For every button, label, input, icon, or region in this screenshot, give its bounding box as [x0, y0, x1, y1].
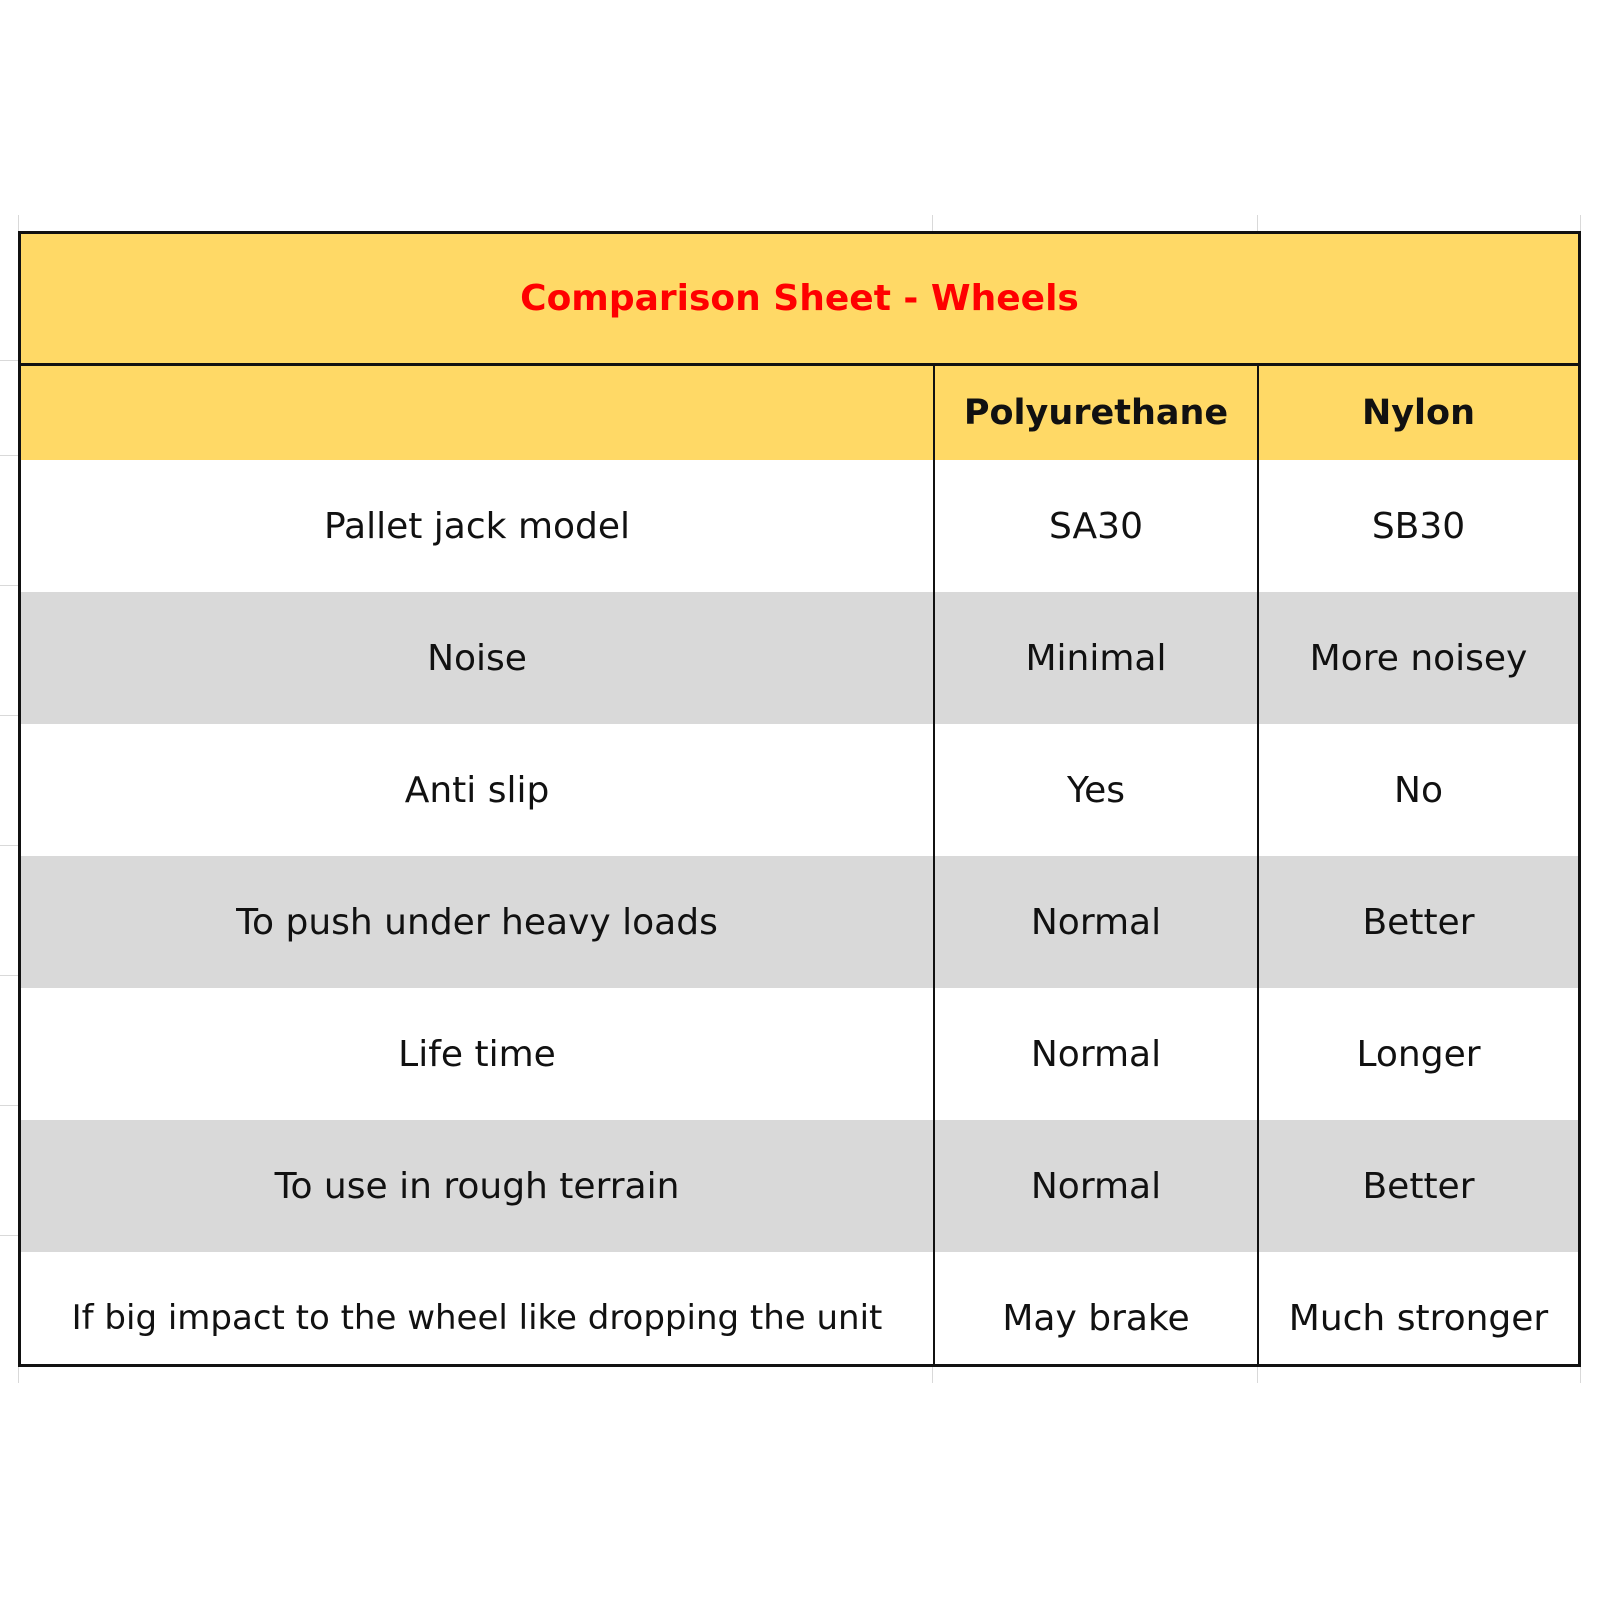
table-row — [21, 1120, 1578, 1252]
sheet-title[interactable]: Comparison Sheet - Wheels — [21, 234, 1578, 365]
header-cell-nylon[interactable]: Nylon — [1258, 365, 1578, 461]
gridline — [0, 455, 18, 456]
gridline — [18, 215, 19, 231]
table-row — [21, 724, 1578, 856]
title-row — [21, 234, 1578, 365]
polyurethane-cell[interactable]: SA30 — [934, 460, 1258, 592]
feature-cell[interactable]: Pallet jack model — [21, 460, 934, 592]
polyurethane-cell[interactable]: Minimal — [934, 592, 1258, 724]
polyurethane-cell[interactable]: May brake — [934, 1252, 1258, 1367]
nylon-cell[interactable]: No — [1258, 724, 1578, 856]
nylon-cell[interactable]: SB30 — [1258, 460, 1578, 592]
comparison-table — [21, 234, 1578, 1367]
polyurethane-cell[interactable]: Normal — [934, 856, 1258, 988]
header-row — [21, 365, 1578, 461]
gridline — [18, 1367, 19, 1383]
table-row — [21, 988, 1578, 1120]
table-row — [21, 856, 1578, 988]
polyurethane-cell[interactable]: Normal — [934, 988, 1258, 1120]
gridline — [0, 1235, 18, 1236]
gridline — [1257, 215, 1258, 231]
nylon-cell[interactable]: Much stronger — [1258, 1252, 1578, 1367]
gridline — [0, 585, 18, 586]
gridline — [0, 845, 18, 846]
feature-cell[interactable]: To use in rough terrain — [21, 1120, 934, 1252]
table-row — [21, 1252, 1578, 1367]
polyurethane-cell[interactable]: Normal — [934, 1120, 1258, 1252]
table-row — [21, 592, 1578, 724]
feature-cell[interactable]: If big impact to the wheel like dropping the unit — [21, 1252, 934, 1367]
gridline — [0, 1105, 18, 1106]
comparison-table-frame — [18, 231, 1581, 1367]
gridline — [0, 360, 18, 361]
feature-cell[interactable]: Anti slip — [21, 724, 934, 856]
gridline — [1580, 215, 1581, 231]
feature-cell[interactable]: Life time — [21, 988, 934, 1120]
gridline — [1580, 1367, 1581, 1383]
table-row — [21, 460, 1578, 592]
nylon-cell[interactable]: Longer — [1258, 988, 1578, 1120]
nylon-cell[interactable]: Better — [1258, 856, 1578, 988]
header-cell-polyurethane[interactable]: Polyurethane — [934, 365, 1258, 461]
polyurethane-cell[interactable]: Yes — [934, 724, 1258, 856]
header-cell-feature[interactable] — [21, 365, 934, 461]
feature-cell[interactable]: To push under heavy loads — [21, 856, 934, 988]
gridline — [932, 1367, 933, 1383]
nylon-cell[interactable]: More noisey — [1258, 592, 1578, 724]
nylon-cell[interactable]: Better — [1258, 1120, 1578, 1252]
gridline — [0, 975, 18, 976]
gridline — [932, 215, 933, 231]
gridline — [0, 715, 18, 716]
gridline — [1257, 1367, 1258, 1383]
feature-cell[interactable]: Noise — [21, 592, 934, 724]
